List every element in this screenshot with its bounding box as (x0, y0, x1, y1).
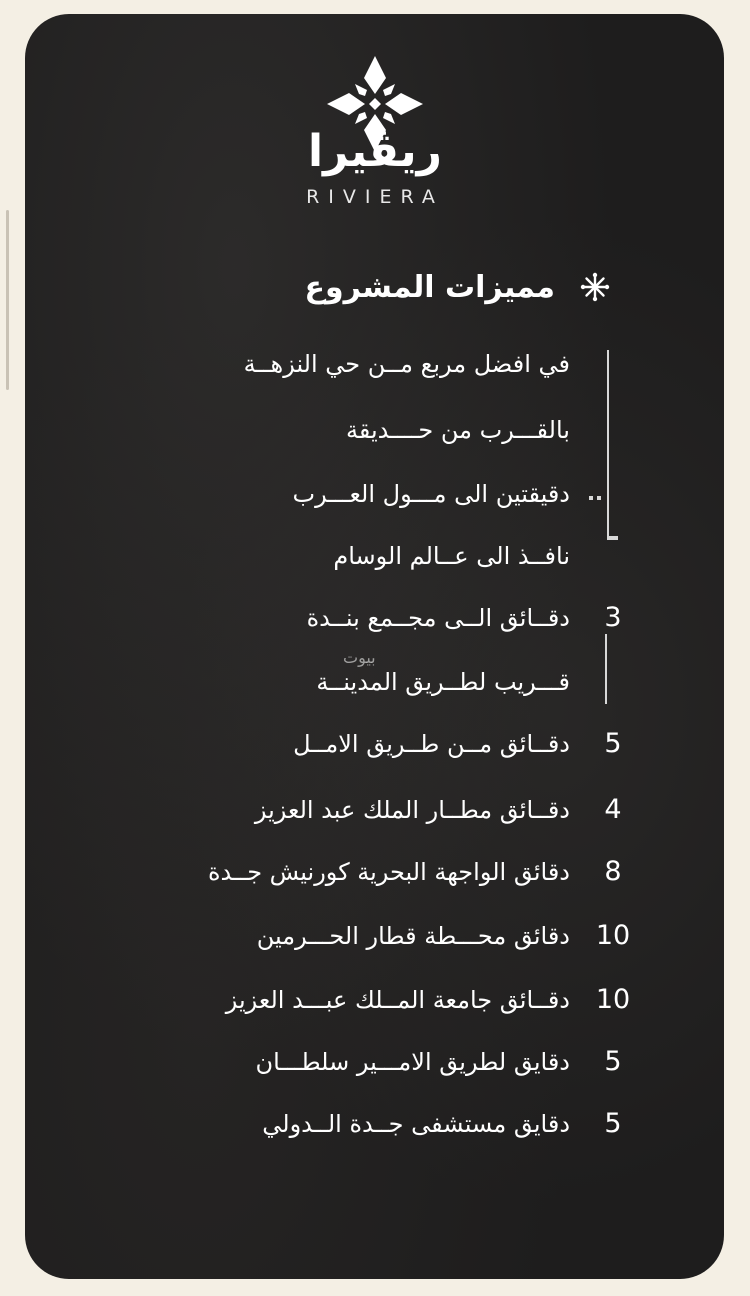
brand-name-arabic: ريڤيرا (308, 126, 442, 177)
feature-text: في افضل مربع مــن حي النزهــة (243, 350, 570, 378)
feature-item (115, 340, 635, 388)
feature-item (115, 470, 635, 518)
feature-card (25, 14, 724, 1279)
feature-text: قـــريب لطــريق المدينــة (316, 668, 570, 696)
feature-item (115, 976, 635, 1024)
feature-number: 10 (595, 984, 631, 1015)
feature-text: دقايق مستشفى جــدة الــدولي (262, 1110, 570, 1138)
feature-text: دقــائق مطــار الملك عبد العزيز (254, 796, 570, 824)
feature-item (115, 720, 635, 768)
feature-text: دقــائق جامعة المــلك عبـــد العزيز (225, 986, 570, 1014)
feature-text: دقايق لطريق الامـــير سلطـــان (255, 1048, 570, 1076)
feature-text: نافــذ الى عــالم الوسام (333, 542, 570, 570)
feature-item (115, 1038, 635, 1086)
section-title: مميزات المشروع (304, 270, 555, 305)
feature-text: دقــائق الــى مجــمع بنــدة (306, 604, 570, 632)
feature-item (115, 848, 635, 896)
feature-number: 5 (604, 1046, 622, 1077)
feature-item (115, 1100, 635, 1148)
feature-item (115, 786, 635, 834)
feature-number: 5 (604, 1108, 622, 1139)
feature-number: 10 (595, 920, 631, 951)
feature-text: دقــائق مــن طــريق الامــل (293, 730, 570, 758)
feature-item (115, 912, 635, 960)
feature-item (115, 594, 635, 642)
watermark: بيوت (343, 648, 376, 667)
snowflake-icon (580, 272, 610, 302)
feature-text: بالقـــرب من حــــديقة (345, 416, 570, 444)
feature-number: 8 (604, 856, 622, 887)
feature-item (115, 658, 635, 706)
feature-text: دقائق محـــطة قطار الحـــرمين (256, 922, 570, 950)
scroll-indicator[interactable] (6, 210, 9, 390)
feature-number: 4 (604, 794, 622, 825)
feature-number: 3 (604, 602, 622, 633)
feature-item (115, 532, 635, 580)
feature-number: 5 (604, 728, 622, 759)
feature-text: دقائق الواجهة البحرية كورنيش جــدة (207, 858, 570, 886)
brand-name-english: RIVIERA (306, 186, 444, 208)
feature-text: دقيقتين الى مـــول العـــرب (292, 480, 570, 508)
feature-item (115, 406, 635, 454)
